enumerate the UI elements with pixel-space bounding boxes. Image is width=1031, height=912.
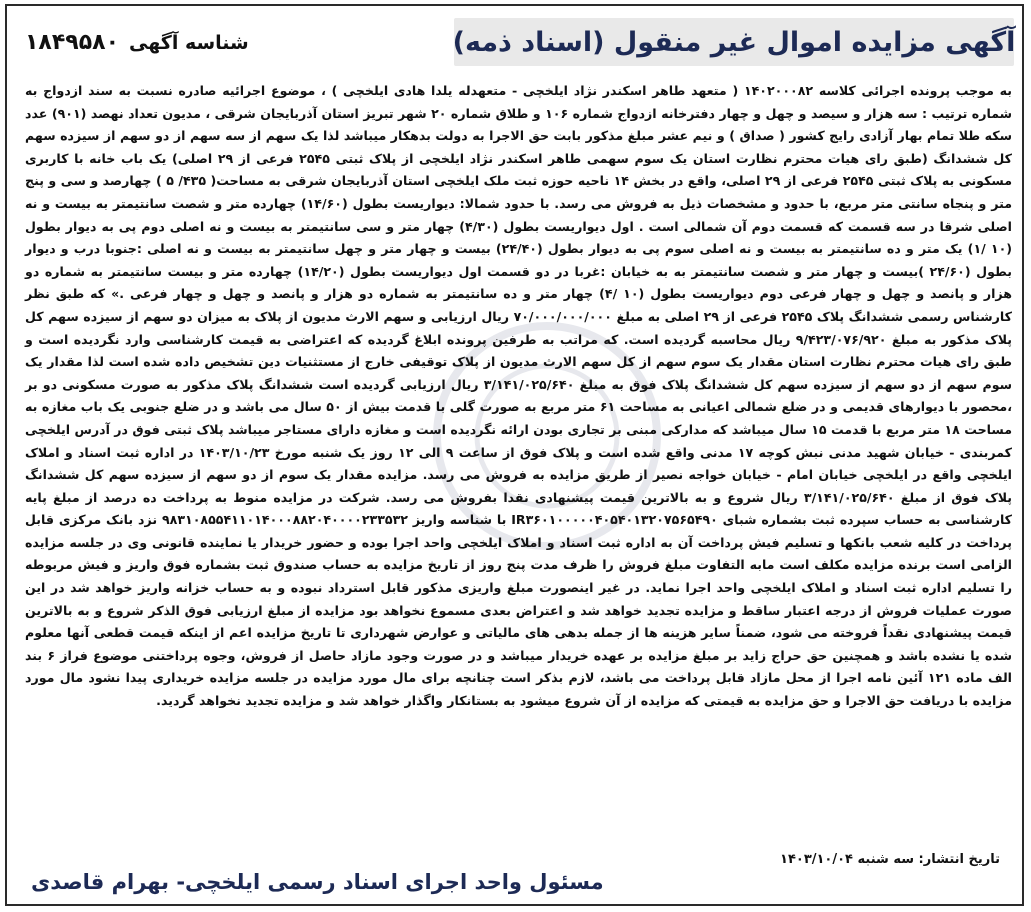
signature-line: مسئول واحد اجرای اسناد رسمی ایلخچی- بهرام قاصدی: [31, 870, 604, 894]
notice-title: آگهی مزایده اموال غیر منقول (اسناد ذمه): [452, 26, 1016, 58]
notice-frame: [5, 4, 1024, 906]
notice-header: [11, 12, 1022, 68]
title-banner: [454, 18, 1014, 66]
notice-body-paragraph: به موجب پرونده اجرائی کلاسه ۱۴۰۲۰۰۰۸۲ ( متعهد طاهر اسکندر نژاد ایلخچی - متعهدله یلدا هادی ایلخچی ) ، موضوع اجرائیه صادره نسبت به سند ازدواج به شماره ترتیب : سه هزار و سیصد و چهل و چهار دفترخانه ازدواج شماره ۱۰۶ و طلاق شماره ۲۰ شهر تبریز استان آذربایجان شرقی ، مدیون تعداد نهصد (۹۰۱) عدد سکه طلا تمام بهار آزادی رایج کشور ( صداق ) و نیم عشر مبلغ مذکور بابت حق الاجرا به دولت بدهکار میباشد لذا یک سهم از سه سهم از دو سهم از سیزده سهم کل ششدانگ (طبق رای هیات محترم نظارت استان یک سوم سهمی طاهر اسکندر نژاد ایلخچی از پلاک ثبتی ۲۵۴۵ فرعی از ۲۹ اصلی) یک باب خانه با کاربری مسکونی به پلاک ثبتی ۲۵۴۵ فرعی از ۲۹ اصلی، واقع در بخش ۱۴ ناحیه حوزه ثبت ملک ایلخچی استان آذربایجان شرقی به مساحت( ۴۳۵/ ۵ ) چهارصد و سی و پنج متر و پنجاه سانتی متر مربع، با حدود و مشخصات ذیل به فروش می رسد. با حدود شمالا: دیواریست بطول (۱۴/۶۰) چهارده متر و شصت سانتیمتر به بیست و نه اصلی شرقا در سه قسمت که قسمت دوم آن شمالی است . اول دیواریست بطول (۴/۳۰) چهار متر و سی سانتیمتر به بیست و نه اصلی دوم پی به دیوار بطول (۱۰ /۱) یک متر و ده سانتیمتر به بیست و نه اصلی سوم پی به دیوار بطول (۲۴/۴۰) بیست و چهار متر و چهل سانتیمتر به بیست و نه اصلی :جنوبا درب و دیوار بطول (۲۴/۶۰ )بیست و چهار متر و شصت سانتیمتر به به خیابان :غربا در دو قسمت اول دیواریست بطول (۱۴/۲۰) چهارده متر و بیست سانتیمتر به شماره دو هزار و پانصد و چهل و چهار فرعی دوم دیواریست بطول (۱۰ /۴) چهار متر و ده سانتیمتر به شماره دو هزار و پانصد و چهل و چهار فرعی .» که طبق نظر کارشناس رسمی ششدانگ پلاک ۲۵۴۵ فرعی از ۲۹ اصلی به مبلغ ۷۰/۰۰۰/۰۰۰/۰۰۰ ریال ارزیابی و سهم الارث مدیون از پلاک به میزان دو سهم از سیزده سهم کل پلاک مذکور به مبلغ ۹/۴۲۳/۰۷۶/۹۲۰ ریال محاسبه گردیده است. که مراتب به طرفین پرونده ابلاغ گردیده که اعتراضی به قیمت کارشناسی وارد نگردیده است و طبق رای هیات محترم نظارت استان مقدار یک سوم سهم از کل سهم الارث مدیون از پلاک توقیفی خارج از مستثنیات دین تشخیص داده شده است لذا مقدار یک سوم سهم از دو سهم از سیزده سهم کل ششدانگ پلاک فوق به مبلغ ۳/۱۴۱/۰۲۵/۶۴۰ ریال ارزیابی گردیده است ششدانگ پلاک مذکور به صورت مسکونی دو بر ،محصور با دیوارهای قدیمی و در ضلع شمالی اعیانی به مساحت ۶۱ متر مربع به صورت گلی با قدمت بیش از ۵۰ سال می باشد و در ضلع جنوبی یک باب مغازه به مساحت ۱۸ متر مربع با قدمت ۱۵ سال میباشد که مدارکی مبنی بر تجاری بودن ارائه نگردیده است و مغازه دارای مستاجر میباشد پلاک ثبتی فوق در آدرس ایلخچی کمربندی - خیابان شهید مدنی نبش کوچه ۱۷ مدنی واقع شده است و پلاک فوق از ساعت ۹ الی ۱۲ روز یک شنبه مورخ ۱۴۰۳/۱۰/۲۳ در اداره ثبت اسناد و املاک ایلخچی واقع در ایلخچی خیابان امام - خیابان خواجه نصیر از طریق مزایده به فروش می رسد. مزایده مقدار یک سوم از دو سهم از سیزده سهم کل ششدانگ پلاک فوق از مبلغ ۳/۱۴۱/۰۲۵/۶۴۰ ریال شروع و به بالاترین قیمت پیشنهادی نقدا بفروش می رسد. شرکت در مزایده منوط به پرداخت ده درصد از مبلغ پایه کارشناسی به حساب سپرده ثبت بشماره شبای IR۳۶۰۱۰۰۰۰۰۴۰۵۴۰۱۳۲۰۷۵۶۵۴۹۰ با شناسه واریز ۹۸۳۱۰۸۵۵۴۱۱۰۱۴۰۰۰۸۸۲۰۴۰۰۰۰۲۳۳۵۳۲ نزد بانک مرکزی قابل پرداخت در کلیه شعب بانکها و تسلیم فیش پرداخت آن به اداره ثبت اسناد و املاک ایلخچی واحد اجرا بوده و حضور خریدار یا نماینده قانونی وی در جلسه مزایده الزامی است برنده مزایده مکلف است مابه التفاوت مبلغ فروش را ظرف مدت پنج روز از تاریخ مزایده به حساب صندوق ثبت بشماره فوق واریز و فیش مربوطه را تسلیم اداره ثبت اسناد و املاک ایلخچی واحد اجرا نماید. در غیر اینصورت مبلغ واریزی مذکور قابل استرداد نبوده و به حساب خزانه واریز خواهد شد در این صورت عملیات فروش از درجه اعتبار ساقط و مزایده تجدید خواهد شد و اعتراض بعدی مسموع نخواهد بود مزایده از مبلغ ارزیابی فوق الذکر شروع و به بالاترین قیمت پیشنهادی نقداً فروخته می شود، ضمناً سایر هزینه ها از جمله بدهی های مالیاتی و عوارض شهرداری تا تاریخ مزایده اعم از اینکه قیمت قطعی آنها معلوم شده یا نشده باشد و همچنین حق حراج زاید بر مبلغ مزایده بر عهده خریدار میباشد و در صورت وجود مازاد حاصل از فروش، وجوه پرداختنی موضوع فراز ۶ بند الف ماده ۱۲۱ آئین نامه اجرا از محل مازاد قابل پرداخت می باشد، لازم بذکر است چنانچه برای مال مورد مزایده در جلسه مزایده خریداری پیدا نشود مال مورد مزایده با دریافت حق الاجرا و حق مزایده به قیمتی که مزایده از آن شروع میشود به بستانکار واگذار خواهد شد و مزایده تجدید نخواهد گردید.: [25, 83, 1013, 709]
publish-date: تاریخ انتشار: سه شنبه ۱۴۰۳/۱۰/۰۴: [780, 852, 1000, 867]
notice-body: [25, 80, 1012, 713]
notice-id: [25, 30, 249, 55]
notice-id-label: شناسه آگهی: [129, 32, 249, 54]
notice-id-number: ۱۸۴۹۵۸۰: [25, 30, 119, 55]
